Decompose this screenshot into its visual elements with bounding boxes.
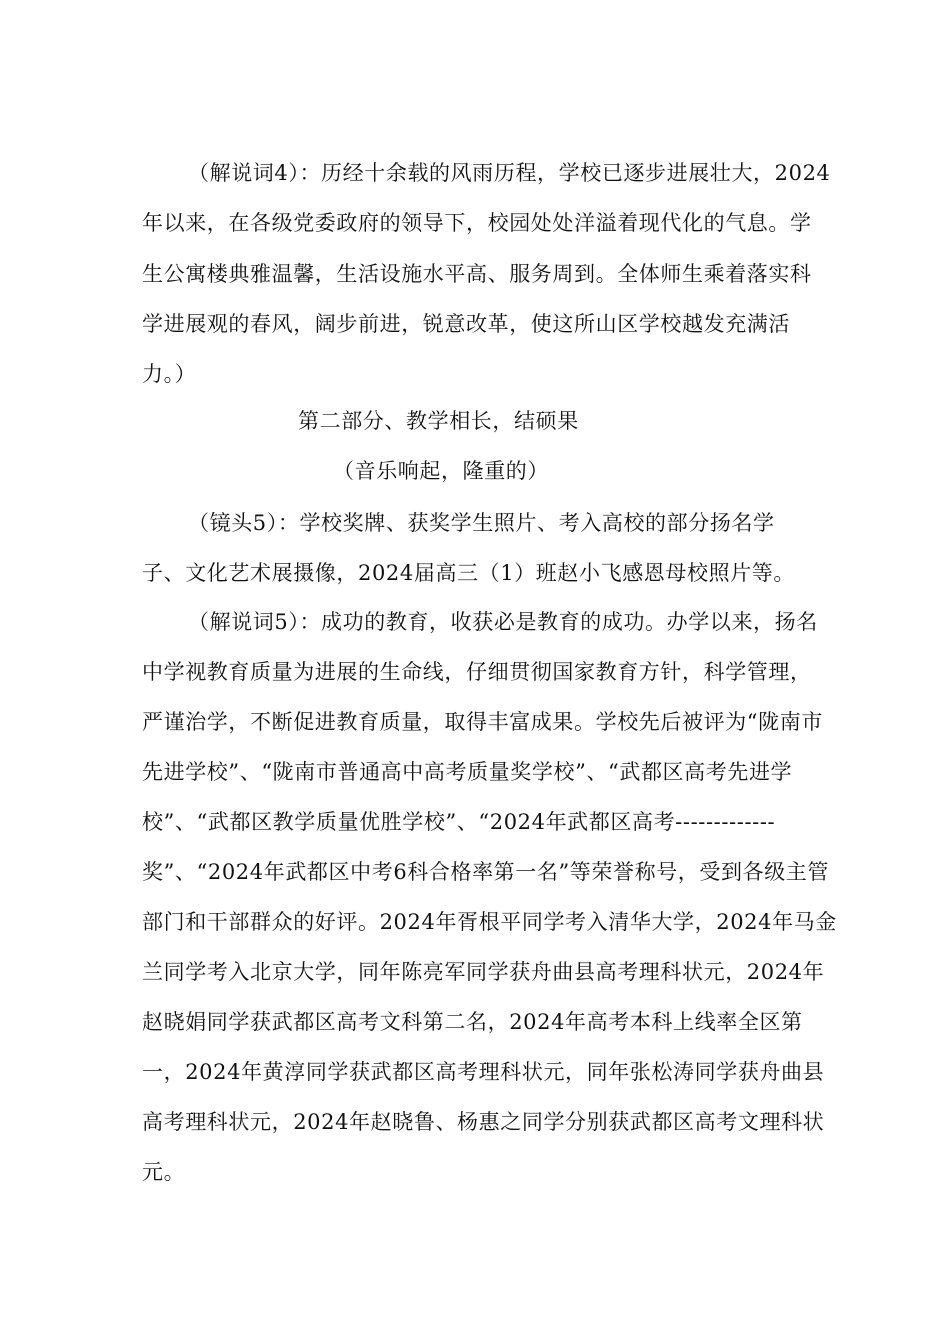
paragraph-narration-4-line-5: 力。）	[142, 362, 197, 386]
paragraph-narration-5-line-4: 先进学校”、“陇南市普通高中高考质量奖学校”、“武都区高考先进学	[142, 760, 793, 784]
section-heading: 第二部分、教学相长，结硕果	[298, 409, 579, 433]
paragraph-narration-5-line-11: 高考理科状元，2024年赵晓鲁、杨惠之同学分别获武都区高考文理科状	[142, 1110, 825, 1134]
paragraph-narration-5-line-2: 中学视教育质量为进展的生命线，仔细贯彻国家教育方针，科学管理，	[142, 660, 812, 684]
paragraph-narration-4-line-4: 学进展观的春风，阔步前进，锐意改革，使这所山区学校越发充满活	[142, 312, 790, 336]
paragraph-shot-5-line-1: （镜头5）：学校奖牌、获奖学生照片、考入高校的部分扬名学	[188, 511, 775, 535]
paragraph-narration-5-line-3: 严谨治学，不断促进教育质量，取得丰富成果。学校先后被评为“陇南市	[142, 710, 823, 734]
paragraph-narration-5-line-7: 部门和干部群众的好评。2024年胥根平同学考入清华大学，2024年马金	[142, 910, 837, 934]
music-note: （音乐响起，隆重的）	[333, 459, 549, 483]
paragraph-narration-5-line-5: 校”、“武都区教学质量优胜学校”、“2024年武都区高考-------------	[142, 810, 776, 834]
paragraph-narration-5-line-1: （解说词5）：成功的教育，收获必是教育的成功。办学以来，扬名	[188, 610, 818, 634]
paragraph-shot-5-line-2: 子、文化艺术展摄像，2024届高三（1）班赵小飞感恩母校照片等。	[142, 561, 796, 585]
paragraph-narration-5-line-8: 兰同学考入北京大学，同年陈亮军同学获舟曲县高考理科状元，2024年	[142, 960, 825, 984]
paragraph-narration-4-line-3: 生公寓楼典雅温馨，生活设施水平高、服务周到。全体师生乘着落实科	[142, 262, 812, 286]
paragraph-narration-5-line-10: 一，2024年黄淳同学获武都区高考理科状元，同年张松涛同学获舟曲县	[142, 1060, 825, 1084]
paragraph-narration-5-line-6: 奖”、“2024年武都区中考6科合格率第一名”等荣誉称号，受到各级主管	[142, 860, 830, 884]
paragraph-narration-4-line-2: 年以来，在各级党委政府的领导下，校园处处洋溢着现代化的气息。学	[142, 211, 812, 235]
paragraph-narration-4-line-1: （解说词4）：历经十余载的风雨历程，学校已逐步进展壮大，2024	[188, 161, 831, 185]
paragraph-narration-5-line-9: 赵晓娟同学获武都区高考文科第二名，2024年高考本科上线率全区第	[142, 1010, 803, 1034]
paragraph-narration-5-line-12: 元。	[142, 1160, 186, 1184]
